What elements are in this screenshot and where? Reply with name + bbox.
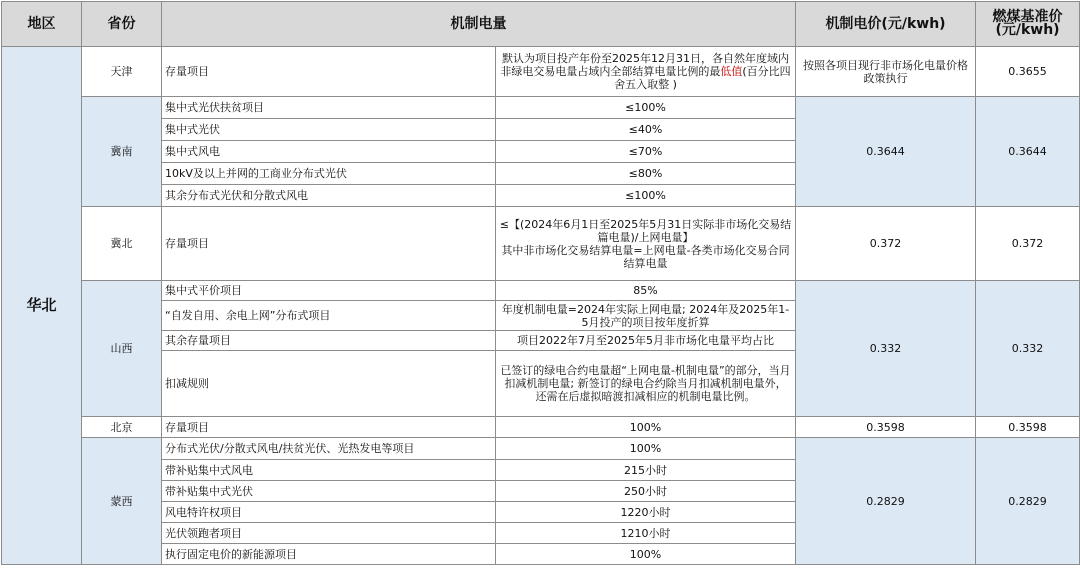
project-cell: 集中式光伏 (162, 119, 496, 141)
table-row (2, 417, 1080, 438)
mech-price-cell: 0.2829 (796, 438, 976, 565)
header-mech-price: 机制电价(元/kwh) (796, 2, 976, 47)
project-cell: 其余存量项目 (162, 331, 496, 351)
volume-cell: 250小时 (496, 481, 796, 502)
project-cell: 集中式光伏扶贫项目 (162, 97, 496, 119)
project-cell: 存量项目 (162, 417, 496, 438)
coal-price-cell: 0.3655 (976, 47, 1080, 97)
project-cell: 10kV及以上并网的工商业分布式光伏 (162, 163, 496, 185)
project-cell: 存量项目 (162, 207, 496, 281)
table-row (2, 438, 1080, 460)
volume-cell: 215小时 (496, 460, 796, 481)
project-cell: 带补贴集中式光伏 (162, 481, 496, 502)
volume-cell: 默认为项目投产年份至2025年12月31日，各自然年度域内非绿电交易电量占域内全部结算电量比例的最低值(百分比四舍五入取整 ) (496, 47, 796, 97)
mech-price-cell: 按照各项目现行非市场化电量价格政策执行 (796, 47, 976, 97)
volume-cell: 1220小时 (496, 502, 796, 523)
volume-cell: 项目2022年7月至2025年5月非市场化电量平均占比 (496, 331, 796, 351)
project-cell: 光伏领跑者项目 (162, 523, 496, 544)
volume-cell: ≤【(2024年6月1日至2025年5月31日实际非市场化交易结篇电量)/上网电量】 其中非市场化交易结算电量=上网电量-各类市场化交易合同结算电量 (496, 207, 796, 281)
coal-price-cell: 0.3598 (976, 417, 1080, 438)
project-cell: 集中式风电 (162, 141, 496, 163)
project-cell: 分布式光伏/分散式风电/扶贫光伏、光热发电等项目 (162, 438, 496, 460)
project-cell: 执行固定电价的新能源项目 (162, 544, 496, 565)
coal-price-cell: 0.2829 (976, 438, 1080, 565)
table-row (2, 97, 1080, 119)
header-coal-price: 燃煤基准价(元/kwh) (976, 2, 1080, 47)
policy-table (1, 1, 1080, 565)
volume-cell: 年度机制电量=2024年实际上网电量; 2024年及2025年1-5月投产的项目按年度折算 (496, 301, 796, 331)
volume-cell: 已签订的绿电合约电量超“上网电量-机制电量”的部分，当月扣减机制电量; 新签订的绿电合约除当月扣减机制电量外，还需在后虚拟暗渡扣减相应的机制电量比例。 (496, 351, 796, 417)
project-cell: 扣减规则 (162, 351, 496, 417)
volume-cell: 100% (496, 438, 796, 460)
header-province: 省份 (82, 2, 162, 47)
table-row (2, 207, 1080, 281)
table-row (2, 47, 1080, 97)
volume-cell: 100% (496, 417, 796, 438)
project-cell: “自发自用、余电上网”分布式项目 (162, 301, 496, 331)
province-cell: 冀北 (82, 207, 162, 281)
province-cell: 蒙西 (82, 438, 162, 565)
project-cell: 风电特许权项目 (162, 502, 496, 523)
mech-price-cell: 0.332 (796, 281, 976, 417)
table-row (2, 281, 1080, 301)
header-region: 地区 (2, 2, 82, 47)
region-cell: 华北 (2, 47, 82, 565)
coal-price-cell: 0.3644 (976, 97, 1080, 207)
volume-cell: 1210小时 (496, 523, 796, 544)
header-mech-volume: 机制电量 (162, 2, 796, 47)
mech-price-cell: 0.3598 (796, 417, 976, 438)
coal-price-cell: 0.372 (976, 207, 1080, 281)
project-cell: 存量项目 (162, 47, 496, 97)
volume-cell: 100% (496, 544, 796, 565)
project-cell: 其余分布式光伏和分散式风电 (162, 185, 496, 207)
project-cell: 带补贴集中式风电 (162, 460, 496, 481)
volume-cell: ≤70% (496, 141, 796, 163)
volume-cell: ≤100% (496, 97, 796, 119)
province-cell: 北京 (82, 417, 162, 438)
volume-cell: ≤40% (496, 119, 796, 141)
volume-cell: 85% (496, 281, 796, 301)
province-cell: 天津 (82, 47, 162, 97)
volume-cell: ≤80% (496, 163, 796, 185)
mech-price-cell: 0.372 (796, 207, 976, 281)
province-cell: 冀南 (82, 97, 162, 207)
header-row (2, 2, 1080, 47)
mech-price-cell: 0.3644 (796, 97, 976, 207)
province-cell: 山西 (82, 281, 162, 417)
project-cell: 集中式平价项目 (162, 281, 496, 301)
coal-price-cell: 0.332 (976, 281, 1080, 417)
volume-cell: ≤100% (496, 185, 796, 207)
